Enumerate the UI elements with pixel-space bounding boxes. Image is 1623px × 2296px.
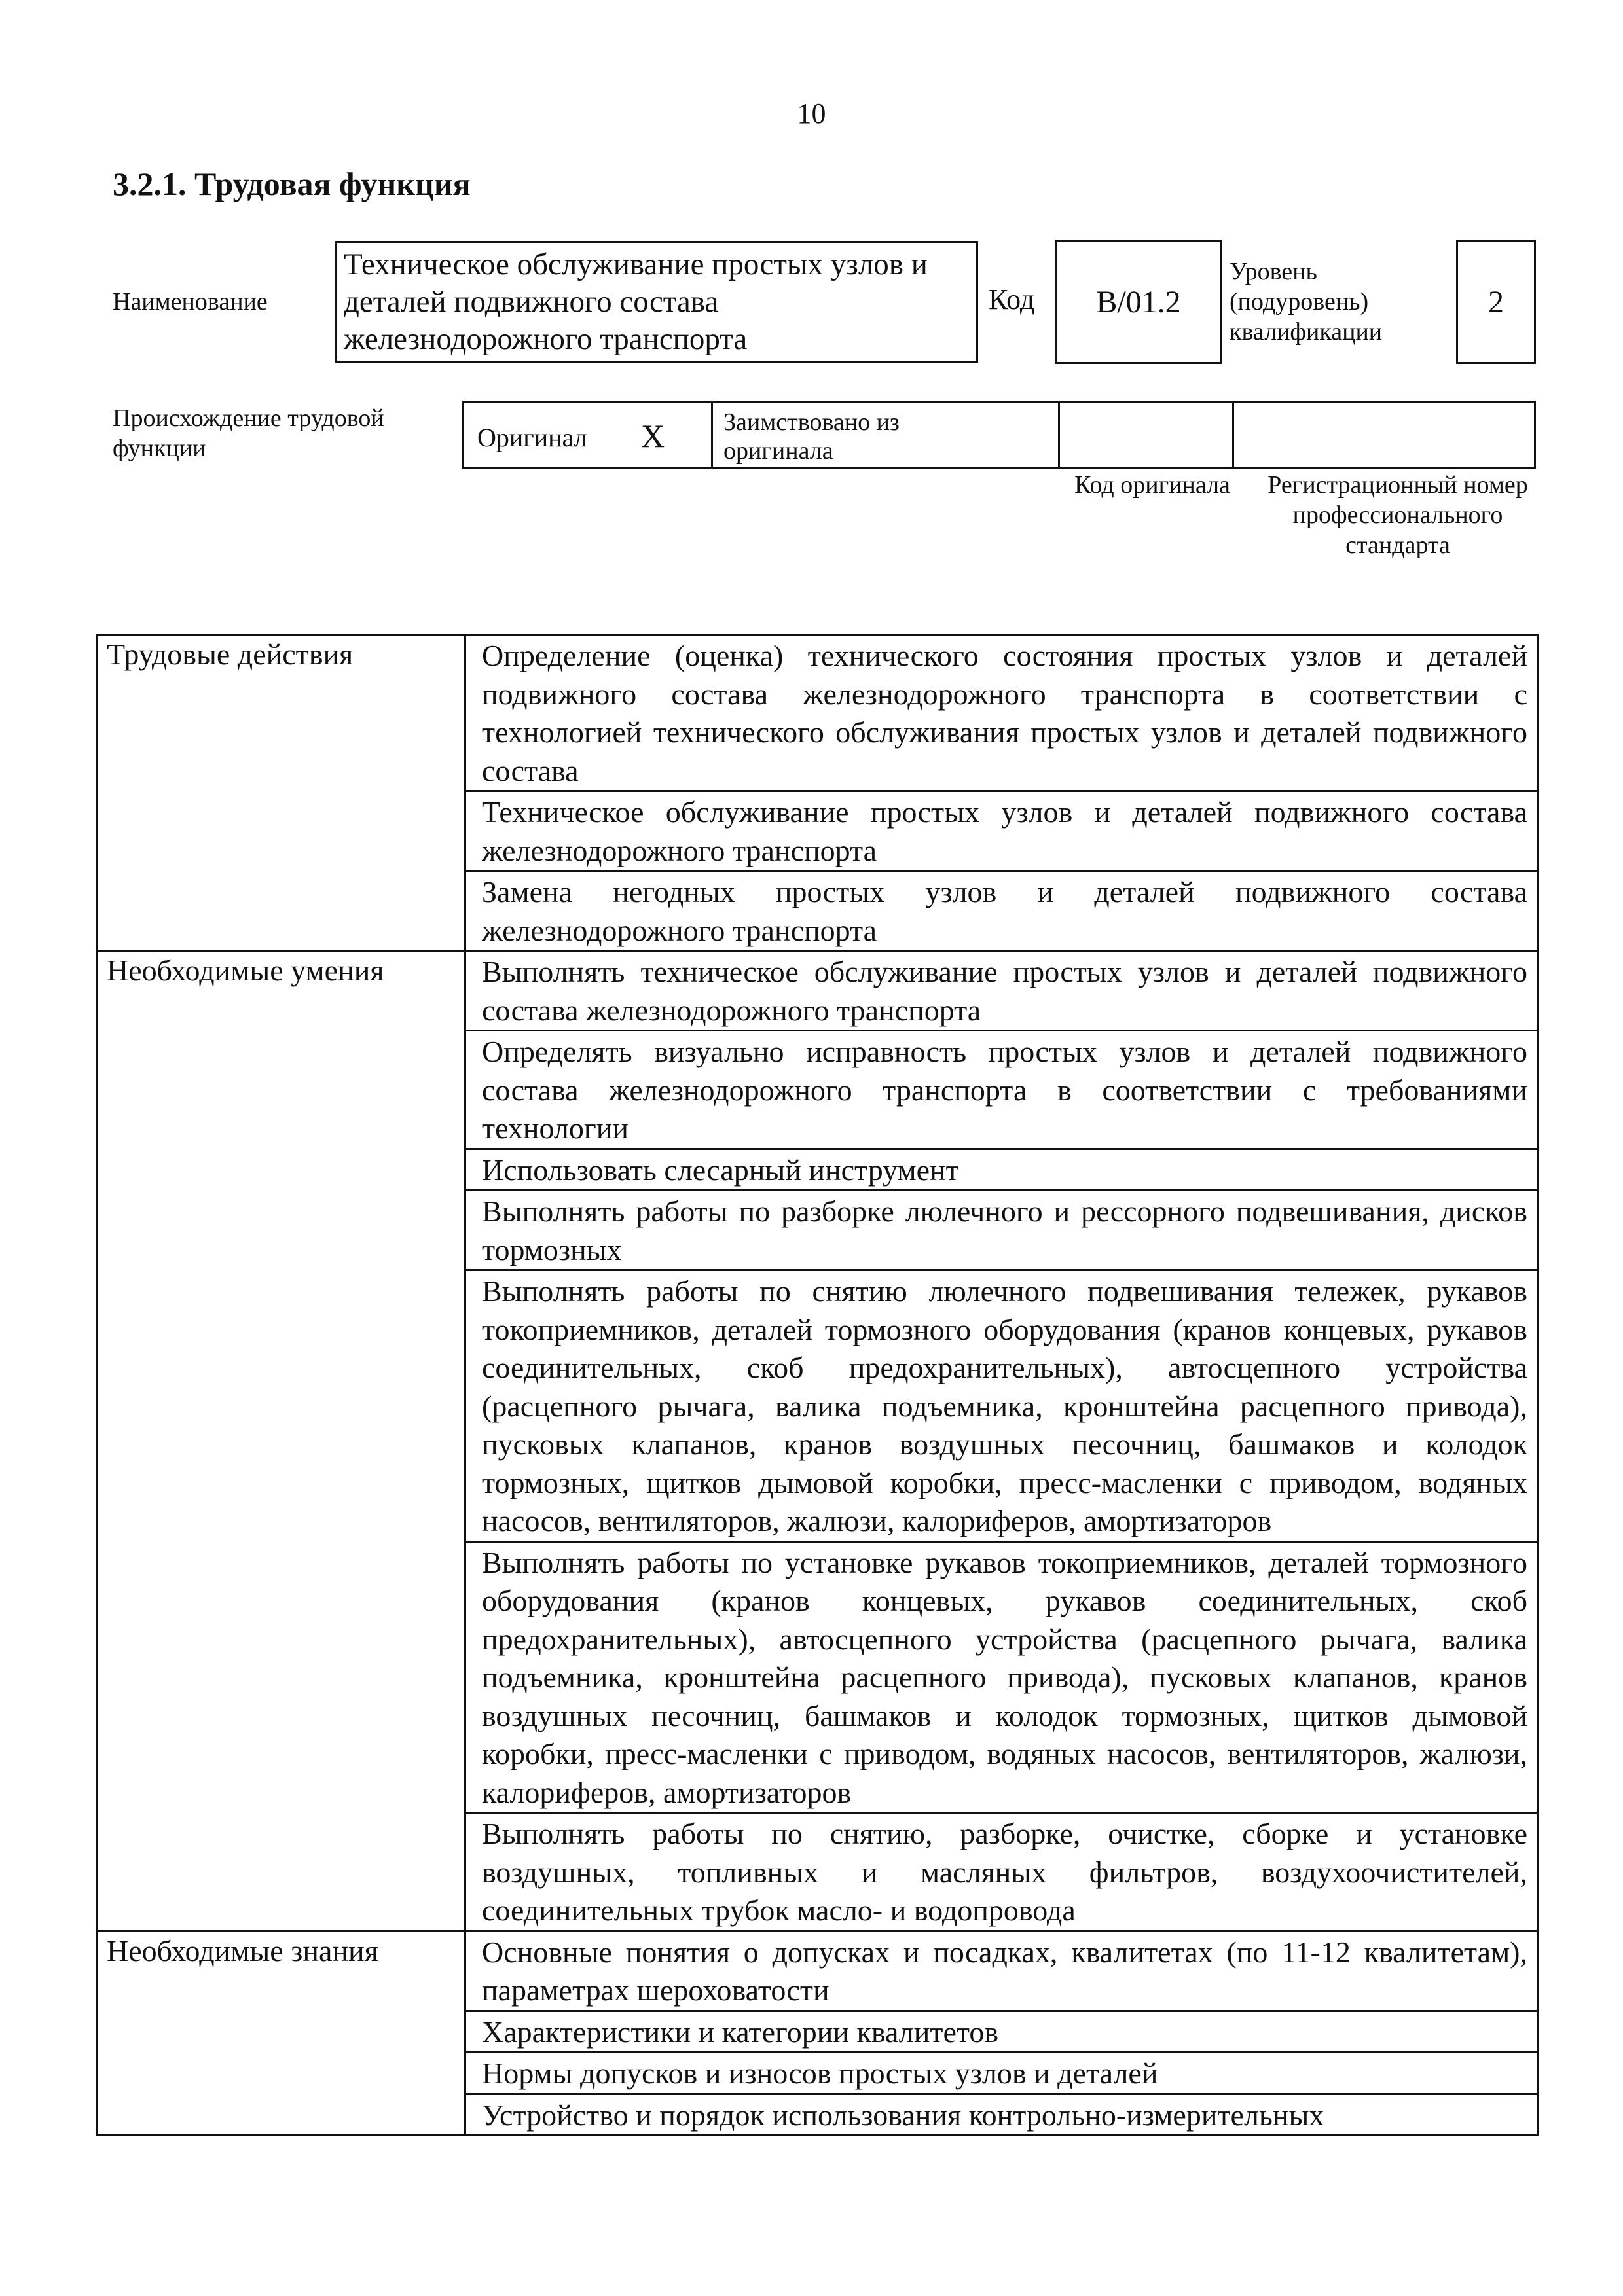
original-code-caption: Код оригинала bbox=[1074, 471, 1230, 499]
table-cell: Техническое обслуживание простых узлов и деталей подвижного состава железнодорожного транспорта bbox=[465, 791, 1538, 871]
table-cell: Определение (оценка) технического состояния простых узлов и деталей подвижного состава железнодорожного транспорта в соответствии с технологией технического обслуживания простых узлов и деталей подвижного состава bbox=[465, 635, 1538, 791]
original-label: Оригинал bbox=[477, 423, 587, 452]
level-label: Уровень (подуровень) квалификации bbox=[1230, 258, 1383, 346]
required-skills-label: Необходимые умения bbox=[97, 951, 465, 1931]
table-cell: Нормы допусков и износов простых узлов и деталей bbox=[465, 2053, 1538, 2094]
borrowed-label: Заимствовано из оригинала bbox=[723, 408, 900, 465]
name-label: Наименование bbox=[113, 288, 268, 315]
registration-number-cell bbox=[1234, 403, 1534, 467]
table-cell: Устройство и порядок использования контрольно-измерительных bbox=[465, 2094, 1538, 2136]
origin-borrowed-cell bbox=[713, 403, 1060, 467]
table-cell: Выполнять работы по установке рукавов токоприемников, деталей тормозного оборудования (кранов концевых, рукавов соединительных, скоб предохранительных), автосцепного устройства (расцепного рычага, валика подъемника, кронштейна расцепного привода), пусковых клапанов, кранов воздушных песочниц, башмаков и колодок тормозных, щитков дымовой коробки, пресс-масленки с приводом, водяных насосов, вентиляторов, жалюзи, калориферов, амортизаторов bbox=[465, 1541, 1538, 1813]
required-knowledge-label: Необходимые знания bbox=[97, 1931, 465, 2136]
function-details-table bbox=[96, 634, 1539, 2136]
table-row bbox=[97, 635, 1538, 791]
table-cell: Выполнять работы по разборке люлечного и рессорного подвешивания, дисков тормозных bbox=[465, 1191, 1538, 1270]
labor-actions-label: Трудовые действия bbox=[97, 635, 465, 951]
table-cell: Выполнять работы по снятию люлечного подвешивания тележек, рукавов токоприемников, деталей тормозного оборудования (кранов концевых, рукавов соединительных, скоб предохранительных), автосцепного устройства (расцепного рычага, валика подъемника, кронштейна расцепного привода), пусковых клапанов, кранов воздушных песочниц, башмаков и колодок тормозных, щитков дымовой коробки, пресс-масленки с приводом, водяных насосов, вентиляторов, жалюзи, калориферов, амортизаторов bbox=[465, 1270, 1538, 1542]
table-cell: Определять визуально исправность простых узлов и деталей подвижного состава железнодорожного транспорта в соответствии с требованиями технологии bbox=[465, 1031, 1538, 1149]
table-cell: Основные понятия о допусках и посадках, квалитетах (по 11-12 квалитетам), параметрах шероховатости bbox=[465, 1931, 1538, 2011]
section-title: 3.2.1. Трудовая функция bbox=[113, 166, 471, 202]
origin-label: Происхождение трудовой функции bbox=[113, 404, 384, 462]
table-row bbox=[97, 1931, 1538, 2011]
registration-caption: Регистрационный номер профессионального стандарта bbox=[1267, 471, 1528, 559]
origin-table bbox=[462, 401, 1536, 469]
page-number: 10 bbox=[797, 98, 826, 130]
function-name-box: Техническое обслуживание простых узлов и деталей подвижного состава железнодорожного транспорта bbox=[335, 241, 978, 363]
table-cell: Использовать слесарный инструмент bbox=[465, 1149, 1538, 1191]
table-cell: Характеристики и категории квалитетов bbox=[465, 2011, 1538, 2053]
original-mark: X bbox=[641, 418, 665, 454]
original-code-cell bbox=[1060, 403, 1234, 467]
table-cell: Выполнять работы по снятию, разборке, очистке, сборке и установке воздушных, топливных и масляных фильтров, воздухоочистителей, соединительных трубок масло- и водопровода bbox=[465, 1813, 1538, 1931]
level-box: 2 bbox=[1456, 240, 1536, 364]
origin-original-cell bbox=[464, 403, 713, 467]
table-row bbox=[97, 951, 1538, 1031]
code-box: B/01.2 bbox=[1055, 240, 1222, 364]
table-cell: Выполнять техническое обслуживание простых узлов и деталей подвижного состава железнодорожного транспорта bbox=[465, 951, 1538, 1031]
table-cell: Замена негодных простых узлов и деталей подвижного состава железнодорожного транспорта bbox=[465, 871, 1538, 951]
code-label: Код bbox=[989, 283, 1035, 315]
